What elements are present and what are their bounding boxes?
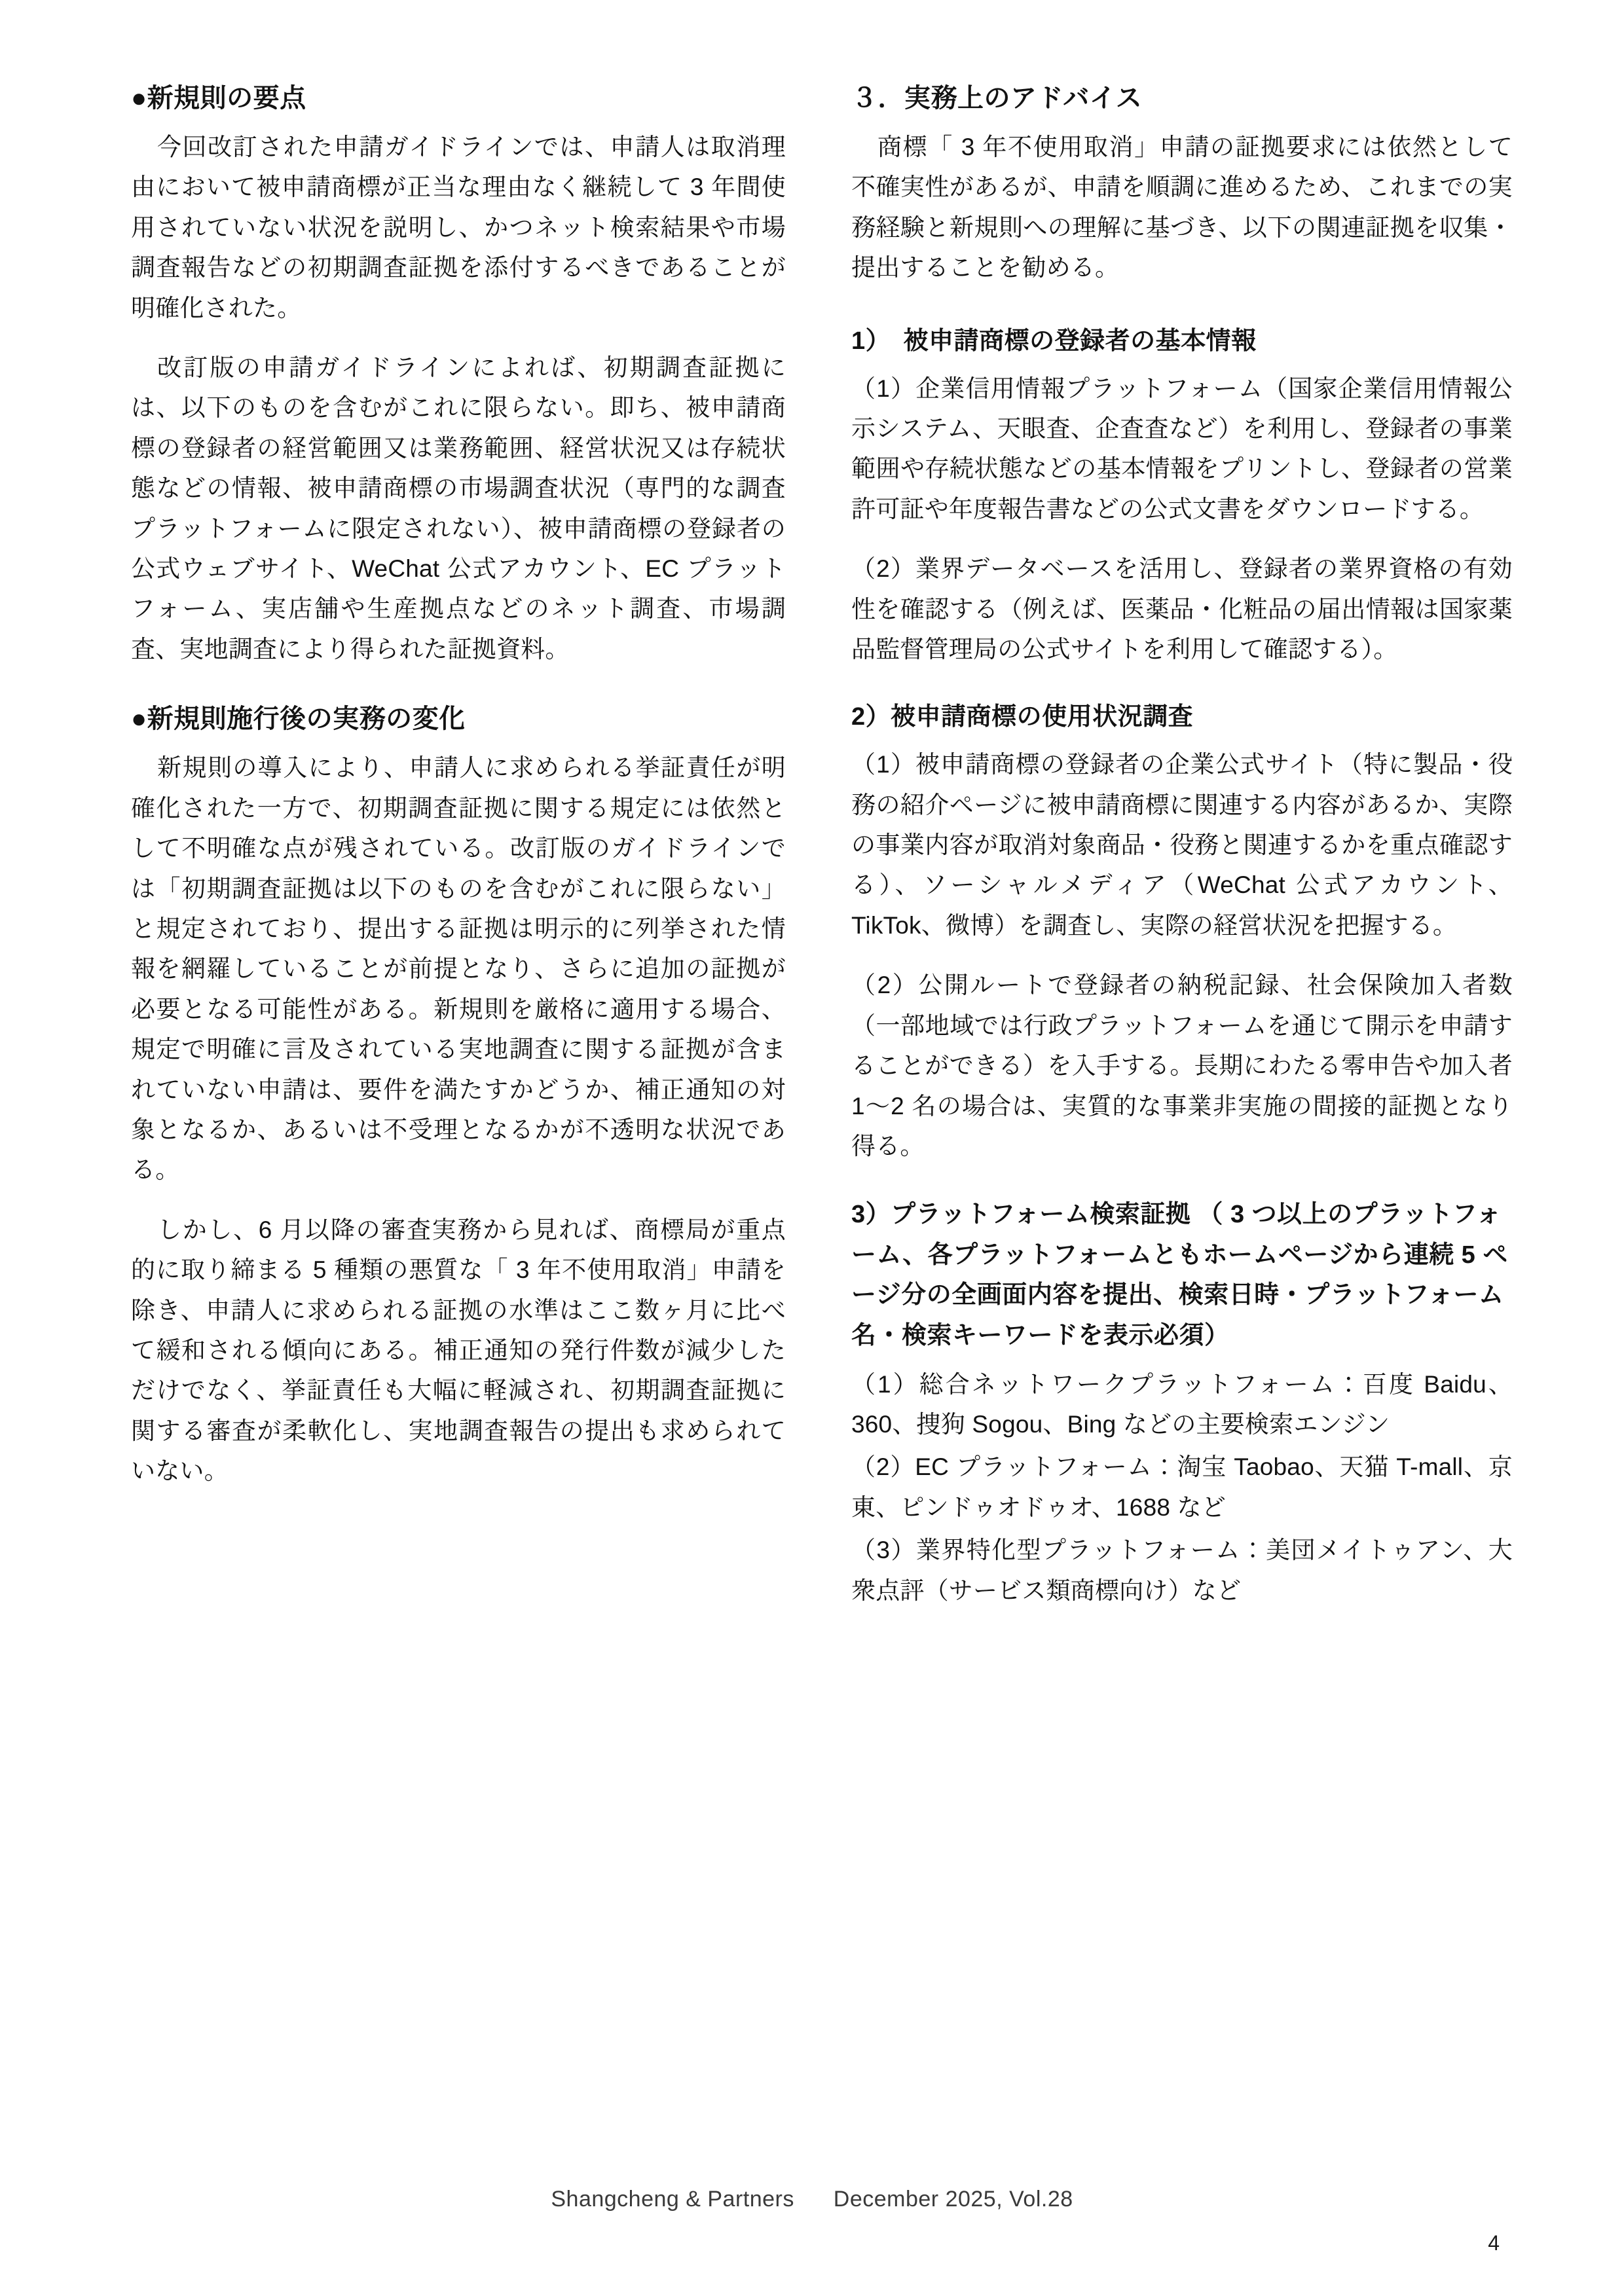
subsection-title-registrant-basic-info: 1） 被申請商標の登録者の基本情報 xyxy=(851,327,1257,355)
paragraph-usage-investigation-1: （1）被申請商標の登録者の企業公式サイト（特に製品・役務の紹介ページに被申請商標に関連する内容があるか、実際の事業内容が取消対象商品・役務と関連するかを重点確認する）、ソーシャルメディア（WeChat 公式アカウント、TikTok、微博）を調査し、実際の経営状況を把握する。 xyxy=(851,751,1513,939)
paragraph-registrant-basic-info-1: （1）企業信用情報プラットフォーム（国家企業信用情報公示システム、天眼査、企査査など）を利用し、登録者の事業範囲や存続状態などの基本情報をプリントし、登録者の営業許可証や年度報告書などの公式文書をダウンロードする。 xyxy=(851,374,1513,522)
paragraph-platform-search-evidence-1: （1）総合ネットワークプラットフォーム：百度 Baidu、360、捜狗 Sogou、Bing などの主要検索エンジン xyxy=(851,1370,1513,1438)
subsection-title-platform-search-evidence: 3）プラットフォーム検索証拠 （ 3 つ以上のプラットフォーム、各プラットフォームともホームページから連続 5 ページ分の全画面内容を提出、検索日時・プラットフォーム名・検索キーワードを表示必須） xyxy=(851,1201,1508,1349)
paragraph-key-points-2: 改訂版の申請ガイドラインによれば、初期調査証拠には、以下のものを含むがこれに限らない。即ち、被申請商標の登録者の経営範囲又は業務範囲、経営状況又は存続状態などの情報、被申請商標の市場調査状況（専門的な調査プラットフォームに限定されない）、被申請商標の登録者の公式ウェブサイト、WeChat 公式アカウント、EC プラットフォーム、実店舗や生産拠点などのネット調査、市場調査、実地調査により得られた証拠資料。 xyxy=(131,354,786,663)
subsection-title-usage-investigation: 2）被申請商標の使用状況調査 xyxy=(851,703,1194,731)
section-heading-key-points: ●新規則の要点 xyxy=(131,84,306,113)
paragraph-practice-changes-1: 新規則の導入により、申請人に求められる挙証責任が明確化された一方で、初期調査証拠に関する規定には依然として不明確な点が残されている。改訂版のガイドラインでは「初期調査証拠は以下のものを含むがこれに限らない」と規定されており、提出する証拠は明示的に列挙された情報を網羅していることが前提となり、さらに追加の証拠が必要となる可能性がある。新規則を厳格に適用する場合、規定で明確に言及されている実地調査に関する証拠が含まれていない申請は、要件を満たすかどうか、補正通知の対象となるか、あるいは不受理となるかが不透明な状況である。 xyxy=(131,754,786,1184)
page-number: 4 xyxy=(1488,2231,1500,2255)
paragraph-practice-changes-2: しかし、6 月以降の審査実務から見れば、商標局が重点的に取り締まる 5 種類の悪質な「 3 年不使用取消」申請を除き、申請人に求められる証拠の水準はここ数ヶ月に比べて緩和される傾向にある。補正通知の発行件数が減少しただけでなく、挙証責任も大幅に軽減され、初期調査証拠に関する審査が柔軟化し、実地調査報告の提出も求められていない。 xyxy=(131,1216,786,1485)
paragraph-platform-search-evidence-2: （2）EC プラットフォーム：淘宝 Taobao、天猫 T-mall、京東、ピンドゥオドゥオ、1688 など xyxy=(851,1453,1513,1521)
page-footer xyxy=(0,2187,1624,2212)
paragraph-key-points-1: 今回改訂された申請ガイドラインでは、申請人は取消理由において被申請商標が正当な理由なく継続して 3 年間使用されていない状況を説明し、かつネット検索結果や市場調査報告などの初期調査証拠を添付するべきであることが明確化された。 xyxy=(131,134,786,321)
left-column xyxy=(131,79,786,2095)
section-heading-practice-changes: ●新規則施行後の実務の変化 xyxy=(131,704,466,734)
footer-firm-name: Shangcheng & Partners xyxy=(551,2187,794,2212)
footer-issue: December 2025, Vol.28 xyxy=(833,2187,1073,2212)
right-column xyxy=(851,79,1513,2095)
section-heading-practical-advice: ３．実務上のアドバイス xyxy=(851,84,1143,113)
paragraph-practical-advice-intro: 商標「 3 年不使用取消」申請の証拠要求には依然として不確実性があるが、申請を順調に進めるため、これまでの実務経験と新規則への理解に基づき、以下の関連証拠を収集・提出することを勧める。 xyxy=(851,134,1513,282)
two-column-layout xyxy=(131,79,1519,2095)
paragraph-registrant-basic-info-2: （2）業界データベースを活用し、登録者の業界資格の有効性を確認する（例えば、医薬品・化粧品の届出情報は国家薬品監督管理局の公式サイトを利用して確認する）。 xyxy=(851,555,1513,663)
paragraph-usage-investigation-2: （2）公開ルートで登録者の納税記録、社会保険加入者数 （一部地域では行政プラットフォームを通じて開示を申請することができる）を入手する。長期にわたる零申告や加入者 1〜2 名の場合は、実質的な事業非実施の間接的証拠となり得る。 xyxy=(851,972,1513,1159)
paragraph-platform-search-evidence-3: （3）業界特化型プラットフォーム：美団メイトゥアン、大衆点評（サービス類商標向け）など xyxy=(851,1537,1513,1604)
